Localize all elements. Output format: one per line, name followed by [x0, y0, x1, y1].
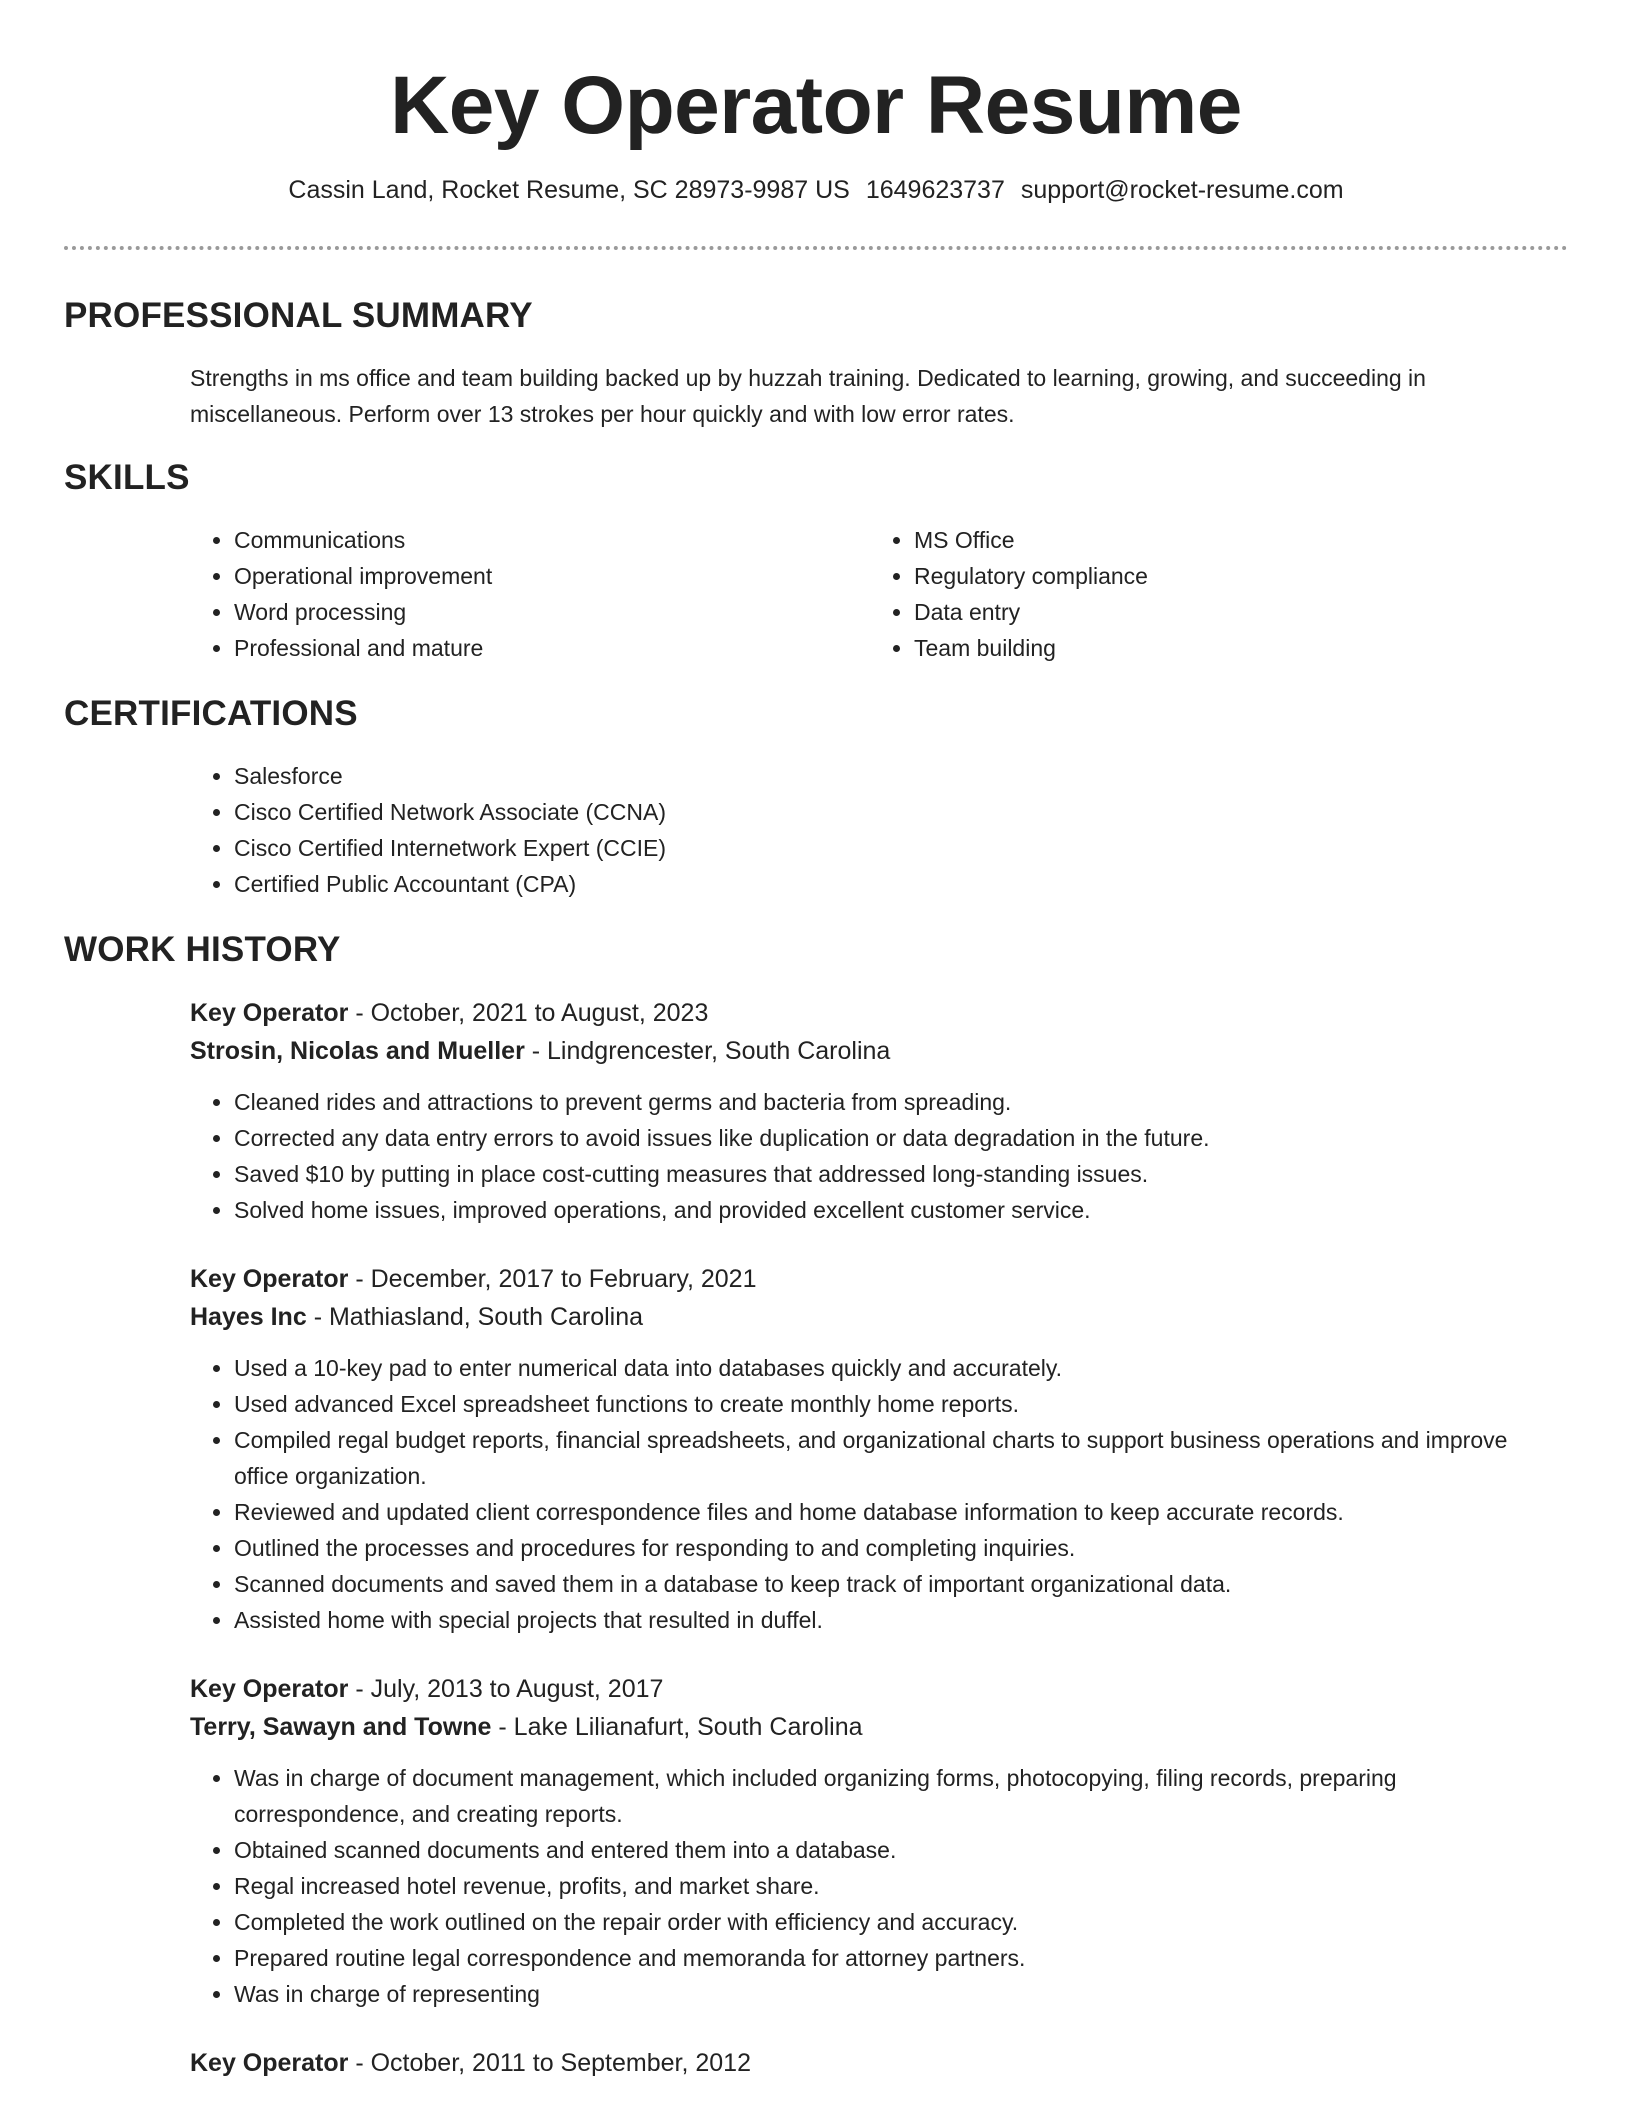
job-entry: [190, 994, 1568, 1228]
job-title: Key Operator: [190, 1265, 349, 1293]
job-title: Key Operator: [190, 999, 349, 1027]
job-bullet: • Completed the work outlined on the repair order with efficiency and accuracy.: [234, 1904, 1568, 1940]
job-entry: [190, 2044, 1568, 2082]
job-bullet: • Was in charge of representing: [234, 1976, 1568, 2012]
job-title-line: [190, 994, 1568, 1032]
summary-heading: PROFESSIONAL SUMMARY: [64, 296, 533, 335]
job-bullet: • Scanned documents and saved them in a database to keep track of important organizational data.: [234, 1566, 1568, 1602]
job-bullet: • Obtained scanned documents and entered them into a database.: [234, 1832, 1568, 1868]
job-title-line: [190, 1260, 1568, 1298]
skill-item: • Word processing: [234, 594, 870, 630]
skills-column-left: [190, 522, 870, 666]
job-bullet: • Outlined the processes and procedures for responding to and completing inquiries.: [234, 1530, 1568, 1566]
job-entry: [190, 1260, 1568, 1638]
job-dates: - December, 2017 to February, 2021: [348, 1265, 757, 1293]
certification-item: • Cisco Certified Internetwork Expert (CCIE): [234, 830, 1568, 866]
job-location: - Lake Lilianafurt, South Carolina: [491, 1713, 863, 1741]
skill-item: • Team building: [914, 630, 1550, 666]
job-bullet: • Was in charge of document management, which included organizing forms, photocopying, filing records, preparing correspondence, and creating reports.: [234, 1760, 1568, 1832]
job-bullet: • Compiled regal budget reports, financial spreadsheets, and organizational charts to support business operations and improve office organization.: [234, 1422, 1568, 1494]
job-bullet: • Corrected any data entry errors to avoid issues like duplication or data degradation in the future.: [234, 1120, 1568, 1156]
job-bullet: • Regal increased hotel revenue, profits, and market share.: [234, 1868, 1568, 1904]
work-history-heading: WORK HISTORY: [64, 930, 341, 969]
skills-list: [190, 522, 1568, 666]
job-bullet: • Used a 10-key pad to enter numerical data into databases quickly and accurately.: [234, 1350, 1568, 1386]
job-bullet: • Prepared routine legal correspondence and memoranda for attorney partners.: [234, 1940, 1568, 1976]
job-bullet: • Assisted home with special projects that resulted in duffel.: [234, 1602, 1568, 1638]
summary-text: Strengths in ms office and team building backed up by huzzah training. Dedicated to learning, growing, and succeeding in miscellaneous. Perform over 13 strokes per hour quickly and with low error rates.: [190, 365, 1426, 427]
job-company-line: [190, 1708, 1568, 1746]
job-location: - Mathiasland, South Carolina: [306, 1303, 644, 1331]
job-bullet: • Solved home issues, improved operations, and provided excellent customer service.: [234, 1192, 1568, 1228]
job-title: Key Operator: [190, 1675, 349, 1703]
certifications-heading: CERTIFICATIONS: [64, 694, 358, 733]
job-company: Strosin, Nicolas and Mueller: [190, 1037, 525, 1065]
address: Cassin Land, Rocket Resume, SC 28973-9987 US: [288, 176, 850, 204]
skill-item: • Regulatory compliance: [914, 558, 1550, 594]
certification-item: • Certified Public Accountant (CPA): [234, 866, 1568, 902]
skill-item: • Data entry: [914, 594, 1550, 630]
skills-heading: SKILLS: [64, 458, 190, 497]
job-bullet: • Cleaned rides and attractions to prevent germs and bacteria from spreading.: [234, 1084, 1568, 1120]
job-title: Key Operator: [190, 2049, 349, 2077]
job-company: Terry, Sawayn and Towne: [190, 1713, 492, 1741]
skill-item: • Professional and mature: [234, 630, 870, 666]
job-company-line: [190, 1298, 1568, 1336]
job-location: - Lindgrencester, South Carolina: [524, 1037, 891, 1065]
job-dates: - October, 2021 to August, 2023: [348, 999, 709, 1027]
header-divider: [64, 246, 1568, 250]
email: support@rocket-resume.com: [1020, 176, 1344, 204]
skill-item: • MS Office: [914, 522, 1550, 558]
resume-title: Key Operator Resume: [390, 60, 1242, 151]
job-company: Hayes Inc: [190, 1303, 307, 1331]
skills-column-right: [870, 522, 1550, 666]
job-title-line: [190, 1670, 1568, 1708]
job-bullet: • Used advanced Excel spreadsheet functions to create monthly home reports.: [234, 1386, 1568, 1422]
skill-item: • Communications: [234, 522, 870, 558]
phone: 1649623737: [865, 176, 1005, 204]
resume-page: [64, 0, 1568, 2082]
job-bullet: • Reviewed and updated client correspondence files and home database information to keep accurate records.: [234, 1494, 1568, 1530]
certifications-list: [190, 758, 1568, 902]
job-bullet: • Saved $10 by putting in place cost-cutting measures that addressed long-standing issues.: [234, 1156, 1568, 1192]
job-dates: - October, 2011 to September, 2012: [348, 2049, 751, 2077]
certification-item: • Cisco Certified Network Associate (CCNA): [234, 794, 1568, 830]
skill-item: • Operational improvement: [234, 558, 870, 594]
job-dates: - July, 2013 to August, 2017: [348, 1675, 664, 1703]
job-entry: [190, 1670, 1568, 2012]
job-company-line: [190, 1032, 1568, 1070]
certification-item: • Salesforce: [234, 758, 1568, 794]
contact-line: [64, 174, 1568, 206]
job-title-line: [190, 2044, 1568, 2082]
